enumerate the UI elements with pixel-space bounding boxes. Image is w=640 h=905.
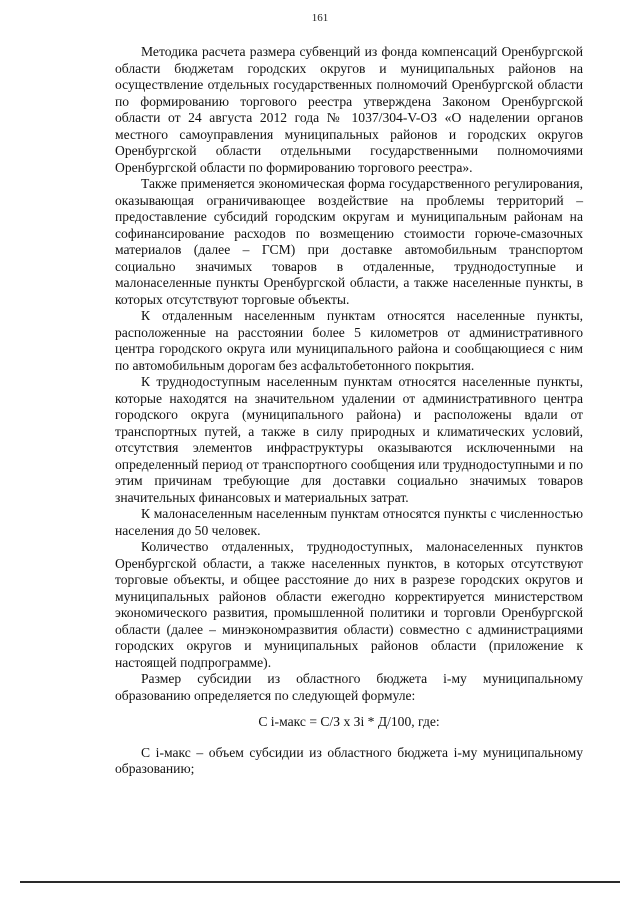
paragraph-methodology: Методика расчета размера субвенций из фонда компенсаций Оренбургской области бюджетам городских округов и муниципальных районов на осуществление отдельных государственных полномочий Оренбургской области по формированию торгового реестра утверждена Законом Оренбургской области от 24 августа 2012 года № 1037/304-V-ОЗ «О наделении органов местного самоуправления муниципальных районов и городских округов Оренбургской области отдельными государственными полномочиями Оренбургской области по формированию торгового реестра».: [115, 44, 583, 175]
paragraph-remote-settlements: К отдаленным населенным пунктам относятся населенные пункты, расположенные на расстоянии более 5 километров от административного центра городского округа или муниципального района и сообщающиеся с ним по автомобильным дорогам без асфальтобетонного покрытия.: [115, 308, 583, 373]
document-body: [115, 44, 583, 778]
paragraph-hard-to-reach-settlements: К труднодоступным населенным пунктам относятся населенные пункты, которые находятся на значительном удалении от административного центра городского округа (муниципального района) и расположены вдали от транспортных путей, а также в силу природных и климатических условий, отсутствия элементов инфраструктуры оказываются исключенными на определенный период от транспортного сообщения или труднодоступными и по этим причинам требующие для доставки социально значимых товаров значительных финансовых и материальных затрат.: [115, 374, 583, 505]
paragraph-sparsely-populated: К малонаселенным населенным пунктам относятся пункты с численностью населения до 50 человек.: [115, 506, 583, 538]
bottom-rule: [20, 881, 620, 883]
paragraph-definition: С i-макс – объем субсидии из областного бюджета i-му муниципальному образованию;: [115, 744, 583, 776]
paragraph-economic-regulation: Также применяется экономическая форма государственного регулирования, оказывающая ограничивающее воздействие на проблемы территорий – предоставление субсидий городским округам и муниципальным районам на софинансирование расходов по возмещению стоимости горюче-смазочных материалов (далее – ГСМ) при доставке автомобильным транспортом социально значимых товаров в отдаленные, труднодоступные и малонаселенные пункты Оренбургской области, а также населенные пункты, в которых отсутствуют торговые объекты.: [115, 176, 583, 307]
paragraph-settlement-count: Количество отдаленных, труднодоступных, малонаселенных пунктов Оренбургской области, а также населенных пунктов, в которых отсутствуют торговые объекты, и общее расстояние до них в разрезе городских округов и муниципальных районов области ежегодно корректируется министерством экономического развития, промышленной политики и торговли Оренбургской области (далее – минэкономразвития области) совместно с администрациями городских округов и муниципальных районов области (приложение к настоящей подпрограмме).: [115, 539, 583, 670]
paragraph-subsidy-size: Размер субсидии из областного бюджета i-му муниципальному образованию определяется по следующей формуле:: [115, 671, 583, 703]
page-number: 161: [311, 12, 329, 24]
subsidy-formula: С i-макс = С/З х Зi * Д/100, где:: [258, 714, 440, 729]
